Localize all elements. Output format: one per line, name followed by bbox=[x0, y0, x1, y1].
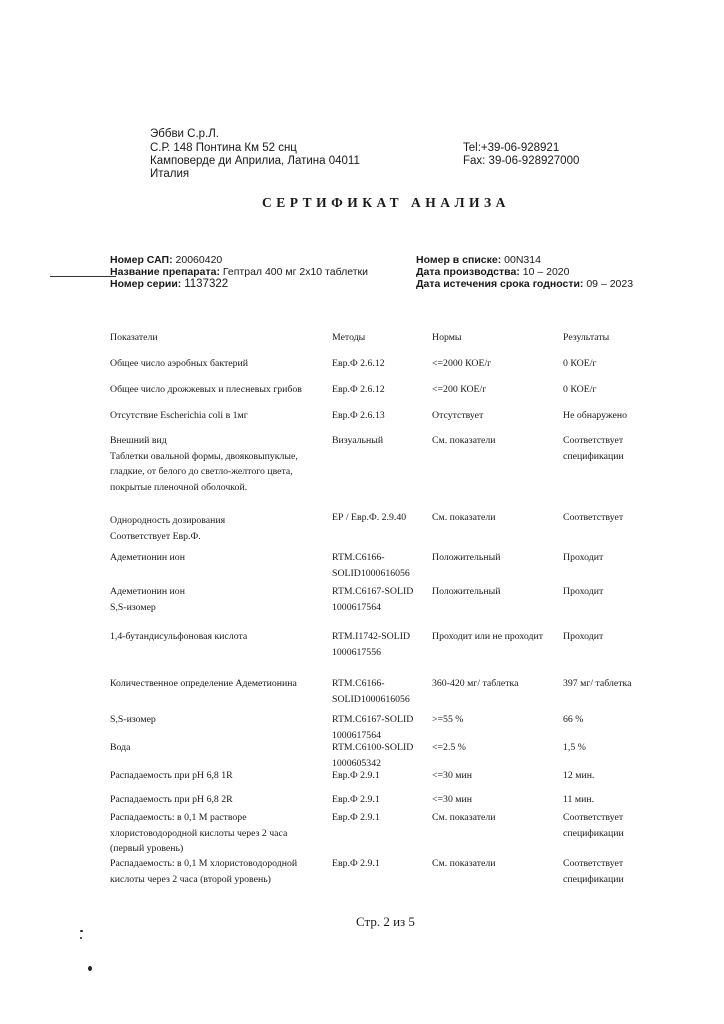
cell-line: 360-420 мг/ таблетка bbox=[432, 678, 519, 689]
cell-indicator bbox=[110, 513, 225, 544]
cell-line: Соответствует bbox=[563, 435, 624, 446]
cell-norm bbox=[432, 433, 495, 449]
cell-line: 0 КОЕ/г bbox=[563, 384, 597, 395]
cell-indicator bbox=[110, 810, 287, 857]
cell-line: Распадаемость при рН 6,8 1R bbox=[110, 770, 233, 781]
cell-line: См. показатели bbox=[432, 858, 496, 869]
cell-method bbox=[332, 740, 413, 771]
production-label: Дата производства: bbox=[416, 266, 520, 278]
cell-indicator bbox=[110, 712, 156, 728]
cell-method bbox=[332, 629, 410, 660]
cell-indicator bbox=[110, 408, 248, 424]
pen-mark bbox=[50, 276, 116, 277]
cell-norm bbox=[432, 712, 463, 728]
list-label: Номер в списке: bbox=[416, 254, 502, 266]
product-label: Название препарата: bbox=[110, 266, 220, 278]
company-address-line2: Камповерде ди Априлиа, Латина 04011 bbox=[150, 155, 360, 167]
product-value: Гептрал 400 мг 2х10 таблетки bbox=[222, 266, 369, 278]
column-header-indicator: Показатели bbox=[110, 332, 158, 343]
cell-method bbox=[332, 433, 383, 449]
cell-line: спецификации bbox=[563, 827, 624, 839]
cell-norm bbox=[432, 792, 472, 808]
cell-line: RTM.C6100-SOLID bbox=[332, 742, 414, 753]
cell-line: 0 КОЕ/г bbox=[563, 358, 597, 369]
cell-line: Не обнаружено bbox=[563, 410, 628, 421]
cell-norm bbox=[432, 408, 483, 424]
cell-line: (первый уровень) bbox=[110, 843, 184, 854]
cell-line: 1,4-бутандисульфоновая кислота bbox=[110, 631, 248, 642]
cell-indicator bbox=[110, 550, 185, 566]
cell-line: См. показатели bbox=[432, 512, 496, 523]
cell-norm bbox=[432, 856, 495, 872]
cell-indicator bbox=[110, 856, 297, 887]
cell-result bbox=[563, 382, 596, 398]
cell-line: Евр.Ф 2.6.12 bbox=[332, 384, 385, 395]
cell-line: SOLID1000616056 bbox=[332, 693, 410, 705]
column-header-method: Методы bbox=[332, 332, 366, 343]
cell-result bbox=[563, 676, 632, 692]
cell-line: <=30 мин bbox=[432, 794, 472, 805]
cell-line: >=55 % bbox=[432, 714, 464, 725]
cell-line: <=2.5 % bbox=[432, 742, 466, 753]
cell-line: Проходит bbox=[563, 586, 604, 597]
cell-indicator bbox=[110, 629, 247, 645]
cell-method bbox=[332, 768, 380, 784]
cell-indicator bbox=[110, 740, 130, 756]
cell-line: 11 мин. bbox=[563, 794, 595, 805]
cell-line: Проходит или не проходит bbox=[432, 631, 544, 642]
cell-line: хлористоводородной кислоты через 2 часа bbox=[110, 827, 288, 839]
cell-result bbox=[563, 408, 627, 424]
cell-line: Общее число аэробных бактерий bbox=[110, 358, 248, 369]
cell-norm bbox=[432, 356, 491, 372]
cell-line: RTM.I1742-SOLID bbox=[332, 631, 411, 642]
cell-method bbox=[332, 356, 385, 372]
cell-method bbox=[332, 584, 413, 615]
cell-method bbox=[332, 856, 380, 872]
cell-line: 1000617564 bbox=[332, 601, 381, 613]
cell-line: Отсутствие Escherichia coli в 1мг bbox=[110, 410, 248, 421]
cell-line: покрытые пленочной оболочкой. bbox=[110, 481, 248, 493]
cell-norm bbox=[432, 768, 472, 784]
cell-line: Общее число дрожжевых и плесневых грибов bbox=[110, 384, 302, 395]
cell-norm bbox=[432, 629, 543, 645]
cell-result bbox=[563, 550, 603, 566]
cell-result bbox=[563, 629, 603, 645]
column-header-norm: Нормы bbox=[432, 332, 462, 343]
cell-line: SOLID1000616056 bbox=[332, 567, 410, 579]
expiry-value: 09 – 2023 bbox=[586, 278, 634, 290]
cell-line: Евр.Ф 2.6.13 bbox=[332, 410, 385, 421]
cell-norm bbox=[432, 676, 518, 692]
cell-result bbox=[563, 510, 623, 526]
cell-line: <=200 КОЕ/г bbox=[432, 384, 487, 395]
cell-result bbox=[563, 740, 586, 756]
series-number bbox=[110, 278, 228, 291]
cell-line: Визуальный bbox=[332, 435, 384, 446]
cell-line: <=2000 КОЕ/г bbox=[432, 358, 492, 369]
cell-indicator bbox=[110, 433, 298, 495]
cell-line: 66 % bbox=[563, 714, 584, 725]
cell-line: Евр.Ф 2.9.1 bbox=[332, 812, 380, 823]
cell-line: Вода bbox=[110, 742, 131, 753]
cell-norm bbox=[432, 510, 495, 526]
company-country: Италия bbox=[150, 168, 190, 180]
cell-line: Положительный bbox=[432, 586, 501, 597]
cell-line: Евр.Ф 2.9.1 bbox=[332, 794, 380, 805]
cell-indicator bbox=[110, 792, 233, 808]
series-value: 1137322 bbox=[184, 278, 229, 290]
cell-line: S,S-изомер bbox=[110, 714, 156, 725]
sap-label: Номер САП: bbox=[110, 254, 173, 266]
cell-line: RTM.C6167-SOLID bbox=[332, 586, 414, 597]
cell-line: 1,5 % bbox=[563, 742, 586, 753]
company-fax: Fax: 39-06-928927000 bbox=[463, 155, 580, 167]
cell-line: Проходит bbox=[563, 631, 604, 642]
cell-line: Распадаемость: в 0,1 М хлористоводородной bbox=[110, 858, 298, 869]
expiry-label: Дата истечения срока годности: bbox=[416, 278, 584, 290]
cell-line: Соответствует Евр.Ф. bbox=[110, 530, 201, 542]
cell-line: Соответствует bbox=[563, 512, 624, 523]
cell-line: Адеметионин ион bbox=[110, 552, 185, 563]
cell-line: Таблетки овальной формы, двояковыпуклые, bbox=[110, 450, 298, 462]
margin-mark bbox=[80, 937, 82, 939]
cell-line: <=30 мин bbox=[432, 770, 472, 781]
cell-line: См. показатели bbox=[432, 812, 496, 823]
cell-line: RTM.C6167-SOLID bbox=[332, 714, 414, 725]
cell-line: См. показатели bbox=[432, 435, 496, 446]
company-name: Эббви С.р.Л. bbox=[150, 128, 219, 140]
cell-line: Евр.Ф 2.6.12 bbox=[332, 358, 385, 369]
cell-line: Адеметионин ион bbox=[110, 586, 185, 597]
margin-mark bbox=[80, 930, 83, 932]
cell-line: Внешний вид bbox=[110, 435, 167, 446]
cell-line: гладкие, от белого до светло-желтого цвета, bbox=[110, 466, 293, 477]
cell-line: 12 мин. bbox=[563, 770, 595, 781]
cell-line: Проходит bbox=[563, 552, 604, 563]
cell-indicator bbox=[110, 382, 302, 398]
cell-indicator bbox=[110, 584, 185, 615]
cell-line: спецификации bbox=[563, 873, 624, 885]
cell-method bbox=[332, 810, 380, 826]
cell-line: 397 мг/ таблетка bbox=[563, 678, 632, 689]
cell-line: Соответствует bbox=[563, 812, 624, 823]
cell-line: Соответствует bbox=[563, 858, 624, 869]
cell-line: Евр.Ф 2.9.1 bbox=[332, 770, 380, 781]
sap-value: 20060420 bbox=[175, 254, 223, 266]
column-header-result: Результаты bbox=[563, 332, 610, 343]
cell-method bbox=[332, 712, 413, 743]
cell-indicator bbox=[110, 676, 297, 692]
cell-result bbox=[563, 356, 596, 372]
cell-method bbox=[332, 382, 385, 398]
cell-line: 1000617556 bbox=[332, 646, 381, 658]
cell-result bbox=[563, 810, 624, 841]
cell-norm bbox=[432, 810, 495, 826]
cell-line: 1000605342 bbox=[332, 757, 381, 769]
cell-line: Положительный bbox=[432, 552, 501, 563]
cell-line: 1000617564 bbox=[332, 729, 381, 741]
cell-indicator bbox=[110, 768, 233, 784]
cell-method bbox=[332, 550, 410, 581]
cell-line: RTM.C6166- bbox=[332, 678, 385, 689]
cell-norm bbox=[432, 584, 500, 600]
cell-indicator bbox=[110, 356, 248, 372]
cell-line: Евр.Ф 2.9.1 bbox=[332, 858, 380, 869]
page-number: Стр. 2 из 5 bbox=[356, 914, 415, 929]
cell-result bbox=[563, 433, 624, 464]
cell-norm bbox=[432, 550, 500, 566]
company-tel: Tel:+39-06-928921 bbox=[463, 142, 560, 154]
company-address-line1: С.Р. 148 Понтина Км 52 снц bbox=[150, 142, 297, 154]
cell-norm bbox=[432, 740, 466, 756]
series-label: Номер серии: bbox=[110, 278, 182, 290]
cell-method bbox=[332, 676, 410, 707]
cell-result bbox=[563, 792, 594, 808]
cell-result bbox=[563, 712, 583, 728]
cell-line: RTM.C6166- bbox=[332, 552, 385, 563]
margin-mark bbox=[88, 966, 92, 971]
cell-line: ЕР / Евр.Ф. 2.9.40 bbox=[332, 512, 407, 523]
expiry-date bbox=[416, 278, 633, 291]
cell-result bbox=[563, 768, 594, 784]
cell-result bbox=[563, 856, 624, 887]
cell-line: Распадаемость: в 0,1 М растворе bbox=[110, 812, 247, 823]
cell-method bbox=[332, 510, 406, 526]
cell-method bbox=[332, 792, 380, 808]
cell-line: Распадаемость при рН 6,8 2R bbox=[110, 794, 233, 805]
production-value: 10 – 2020 bbox=[522, 266, 570, 278]
document-title: СЕРТИФИКАТ АНАЛИЗА bbox=[262, 195, 510, 210]
cell-line: Однородность дозирования bbox=[110, 515, 226, 526]
cell-line: кислоты через 2 часа (второй уровень) bbox=[110, 873, 271, 885]
cell-line: Отсутствует bbox=[432, 410, 484, 421]
cell-line: Количественное определение Адеметионина bbox=[110, 678, 297, 689]
cell-method bbox=[332, 408, 385, 424]
cell-line: S,S-изомер bbox=[110, 601, 156, 613]
list-value: 00N314 bbox=[504, 254, 541, 266]
cell-line: спецификации bbox=[563, 450, 624, 462]
cell-result bbox=[563, 584, 603, 600]
cell-norm bbox=[432, 382, 486, 398]
